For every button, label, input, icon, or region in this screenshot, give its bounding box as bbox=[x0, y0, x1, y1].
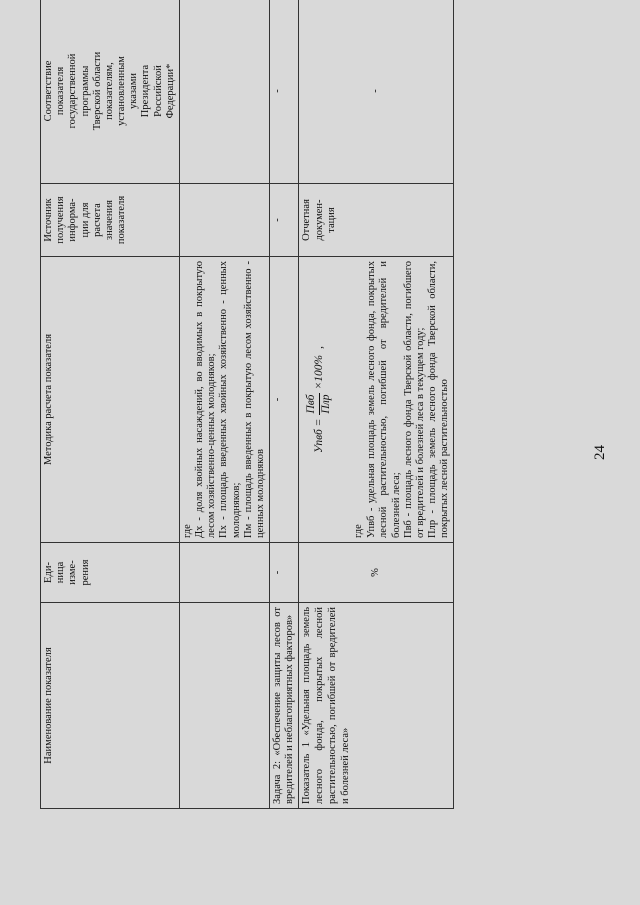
cell-indicator-source: Отчетная докумен- тация bbox=[299, 184, 454, 257]
header-source: Источник получения информа- ции для расчета значения показателя bbox=[41, 184, 180, 257]
method-line: Плр - площадь земель лесного фонда Тверской области, покрытых лесной растительностью bbox=[427, 261, 451, 538]
formula-rhs: ×100% bbox=[312, 354, 325, 390]
header-method: Методика расчета показателя bbox=[41, 257, 180, 543]
header-match: Соответствие показателя государственной программы Тверской области показателям, установленным указами Президента Российской Федерации* bbox=[41, 0, 180, 184]
cell-indicator-match: - bbox=[299, 0, 454, 184]
cell-empty bbox=[179, 603, 269, 809]
method-line: Пвб - площадь лесного фонда Тверской области, погибшего от вредителей и болезней леса в текущем году; bbox=[402, 261, 426, 538]
cell-task-method: - bbox=[270, 257, 299, 543]
table-row-indicator bbox=[299, 0, 454, 809]
formula-lhs: Упвб = bbox=[312, 418, 325, 453]
table-row-previous-method bbox=[179, 0, 269, 809]
cell-indicator-unit: % bbox=[299, 543, 454, 603]
formula-punct: , bbox=[312, 346, 325, 349]
cell-task-name: Задача 2: «Обеспечение защиты лесов от вредителей и неблагоприятных факторов» bbox=[270, 603, 299, 809]
method-line: Пх - площадь введенных хвойных хозяйственно - ценных молодняков; bbox=[218, 261, 242, 538]
method-line: Пм - площадь введенных в покрытую лесом хозяйственно - ценных молодняков bbox=[242, 261, 266, 538]
cell-empty bbox=[179, 0, 269, 184]
table-header-row bbox=[41, 0, 180, 809]
cell-task-match: - bbox=[270, 0, 299, 184]
formula-denominator: Плр bbox=[319, 394, 332, 414]
formula-fraction bbox=[305, 392, 333, 415]
header-name: Наименование показателя bbox=[41, 603, 180, 809]
method-line: Дх - доля хвойных насаждений, во вводимых в покрытую лесом хозяйственно-ценных молодняков; bbox=[194, 261, 218, 538]
formula-numerator: Пвб bbox=[305, 393, 319, 416]
cell-task-unit: - bbox=[270, 543, 299, 603]
formula bbox=[301, 261, 343, 538]
cell-empty bbox=[179, 184, 269, 257]
where-label: где bbox=[353, 524, 365, 538]
cell-indicator-method bbox=[299, 257, 454, 543]
page-number: 24 bbox=[592, 445, 608, 460]
cell-empty bbox=[179, 543, 269, 603]
cell-indicator-name: Показатель 1 «Удельная площадь земель лесного фонда, покрытых лесной растительностью, погибшей от вредителей и болезней леса» bbox=[299, 603, 454, 809]
table-row-task bbox=[270, 0, 299, 809]
where-label: где bbox=[181, 524, 193, 538]
method-line: Упвб - удельная площадь земель лесного фонда, покрытых лесной растительностью, погибшей от вредителей и болезней леса; bbox=[366, 261, 402, 538]
indicators-table bbox=[40, 0, 454, 809]
cell-previous-method bbox=[179, 257, 269, 543]
cell-task-source: - bbox=[270, 184, 299, 257]
header-unit: Еди- ница изме- рения bbox=[41, 543, 180, 603]
